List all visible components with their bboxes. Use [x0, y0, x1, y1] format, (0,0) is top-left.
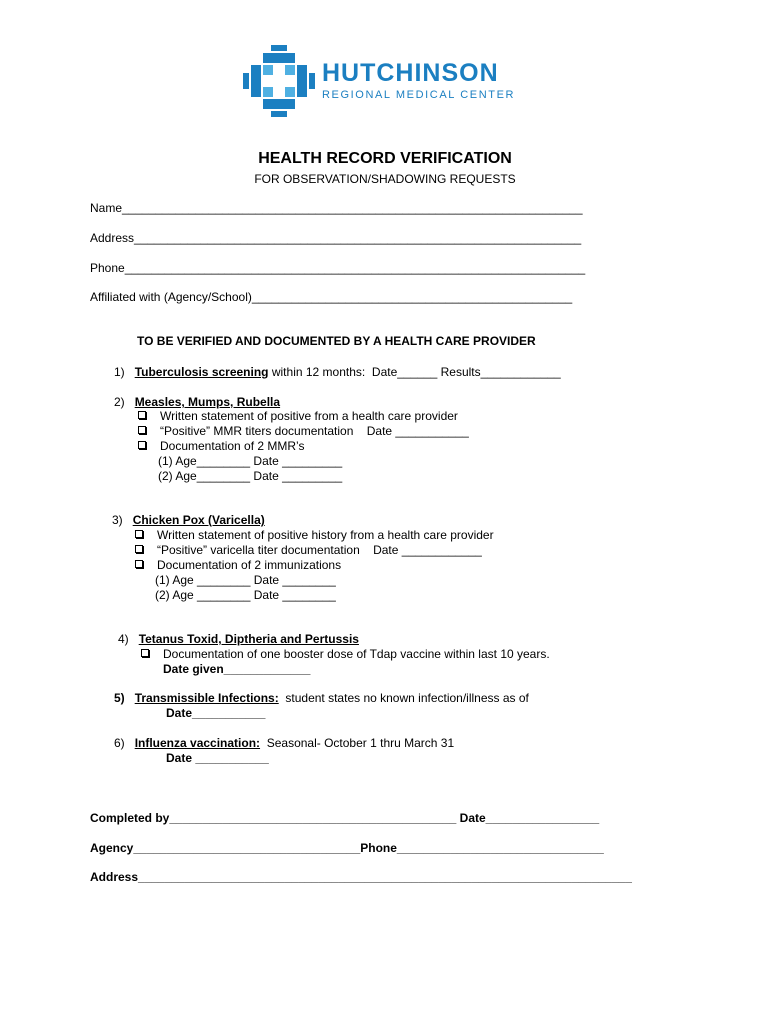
affiliated-field: Affiliated with (Agency/School)________________________________________________	[90, 290, 573, 304]
checkbox-icon	[135, 545, 143, 553]
section-num: 5)	[114, 691, 125, 705]
section-4	[118, 632, 359, 646]
section-num: 2)	[114, 395, 125, 409]
section-text: within 12 months: Date______ Results____________	[268, 365, 561, 379]
checkbox-icon	[138, 426, 146, 434]
checkbox-icon	[141, 649, 149, 657]
section-num: 6)	[114, 736, 125, 750]
sub-item: (2) Age ________ Date ________	[155, 588, 336, 602]
section-text: Seasonal- October 1 thru March 31	[260, 736, 455, 750]
sub-item: (1) Age ________ Date ________	[155, 573, 336, 587]
date-given-field: Date given_____________	[163, 662, 311, 676]
section-5	[114, 691, 529, 705]
section-2	[114, 395, 280, 409]
section-3	[112, 513, 265, 527]
section-heading: Tuberculosis screening	[134, 365, 269, 379]
phone-field: Phone_____________________________________________________________________	[90, 261, 586, 275]
section-6	[114, 736, 454, 750]
list-item: “Positive” varicella titer documentation Date ____________	[135, 543, 482, 557]
section-heading: Tetanus Toxid, Diptheria and Pertussis	[138, 632, 359, 646]
section-heading: Influenza vaccination:	[134, 736, 261, 750]
checkbox-icon	[138, 441, 146, 449]
list-item: Written statement of positive from a health care provider	[138, 409, 458, 423]
date-field: Date ___________	[166, 751, 269, 765]
verify-header: TO BE VERIFIED AND DOCUMENTED BY A HEALTH CARE PROVIDER	[137, 334, 536, 348]
section-heading: Chicken Pox (Varicella)	[132, 513, 265, 527]
checkbox-icon	[135, 560, 143, 568]
list-item: Written statement of positive history from a health care provider	[135, 528, 494, 542]
list-item: “Positive” MMR titers documentation Date ___________	[138, 424, 469, 438]
section-num: 1)	[114, 365, 125, 379]
checkbox-icon	[135, 530, 143, 538]
sub-item: (2) Age________ Date _________	[158, 469, 343, 483]
brand-subtitle: REGIONAL MEDICAL CENTER	[322, 89, 516, 101]
page-title: HEALTH RECORD VERIFICATION	[258, 150, 512, 167]
list-item: Documentation of 2 immunizations	[135, 558, 341, 572]
cross-logo-icon	[243, 45, 315, 117]
checkbox-icon	[138, 411, 146, 419]
section-num: 3)	[112, 513, 123, 527]
date-field: Date___________	[166, 706, 266, 720]
brand-name: HUTCHINSON	[322, 59, 499, 87]
agency-phone-field: Agency__________________________________Phone_______________________________	[90, 841, 604, 855]
section-text: student states no known infection/illness as of	[278, 691, 529, 705]
agency-address-field: Address__________________________________________________________________________	[90, 870, 632, 884]
name-field: Name_____________________________________________________________________	[90, 201, 583, 215]
address-field: Address___________________________________________________________________	[90, 231, 582, 245]
section-num: 4)	[118, 632, 129, 646]
list-item: Documentation of 2 MMR’s	[138, 439, 305, 453]
brand-logo-text	[322, 60, 515, 101]
page-subtitle: FOR OBSERVATION/SHADOWING REQUESTS	[254, 172, 516, 186]
list-item: Documentation of one booster dose of Tdap vaccine within last 10 years.	[141, 647, 550, 661]
section-heading: Transmissible Infections:	[134, 691, 279, 705]
section-1	[114, 365, 561, 379]
completed-by-field: Completed by___________________________________________ Date_________________	[90, 811, 600, 825]
sub-item: (1) Age________ Date _________	[158, 454, 343, 468]
section-heading: Measles, Mumps, Rubella	[134, 395, 281, 409]
